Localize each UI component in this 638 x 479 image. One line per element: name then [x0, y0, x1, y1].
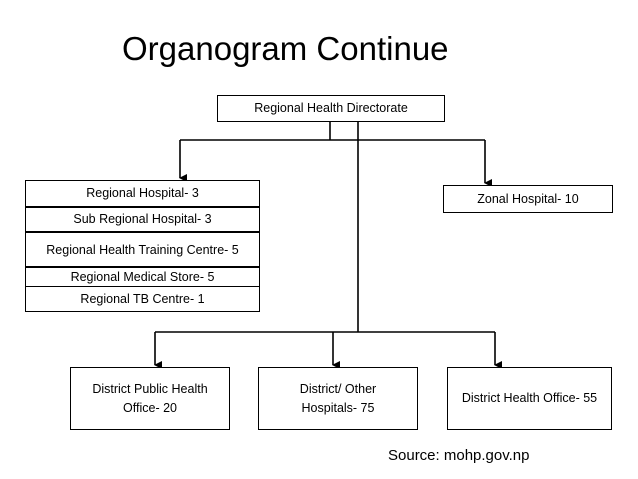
page-title: Organogram Continue: [122, 30, 449, 67]
node-regional-health-directorate: [217, 95, 445, 122]
node-label: District/ Other Hospitals- 75: [299, 381, 377, 415]
node-label: District Public Health Office- 20: [92, 381, 208, 415]
node-label: Regional Medical Store- 5: [70, 270, 215, 284]
source-citation: Source: mohp.gov.np: [388, 447, 530, 464]
node-district-public-health-office: [70, 367, 230, 430]
node-label: Regional Hospital- 3: [86, 186, 199, 200]
node-regional-tb-centre: [25, 286, 260, 312]
node-district-health-office: [447, 367, 612, 430]
node-label: Regional TB Centre- 1: [80, 291, 205, 306]
node-regional-health-training-centre: [25, 232, 260, 267]
node-label: Sub Regional Hospital- 3: [73, 212, 212, 226]
node-label: Regional Health Training Centre- 5: [46, 242, 239, 257]
node-sub-regional-hospital: [25, 207, 260, 232]
node-label: Zonal Hospital- 10: [477, 191, 579, 206]
node-regional-hospital: [25, 180, 260, 207]
node-label: District Health Office- 55: [461, 391, 598, 405]
node-zonal-hospital: [443, 185, 613, 213]
node-district-other-hospitals: [258, 367, 418, 430]
node-label: Regional Health Directorate: [254, 101, 408, 115]
node-regional-medical-store: [25, 267, 260, 288]
